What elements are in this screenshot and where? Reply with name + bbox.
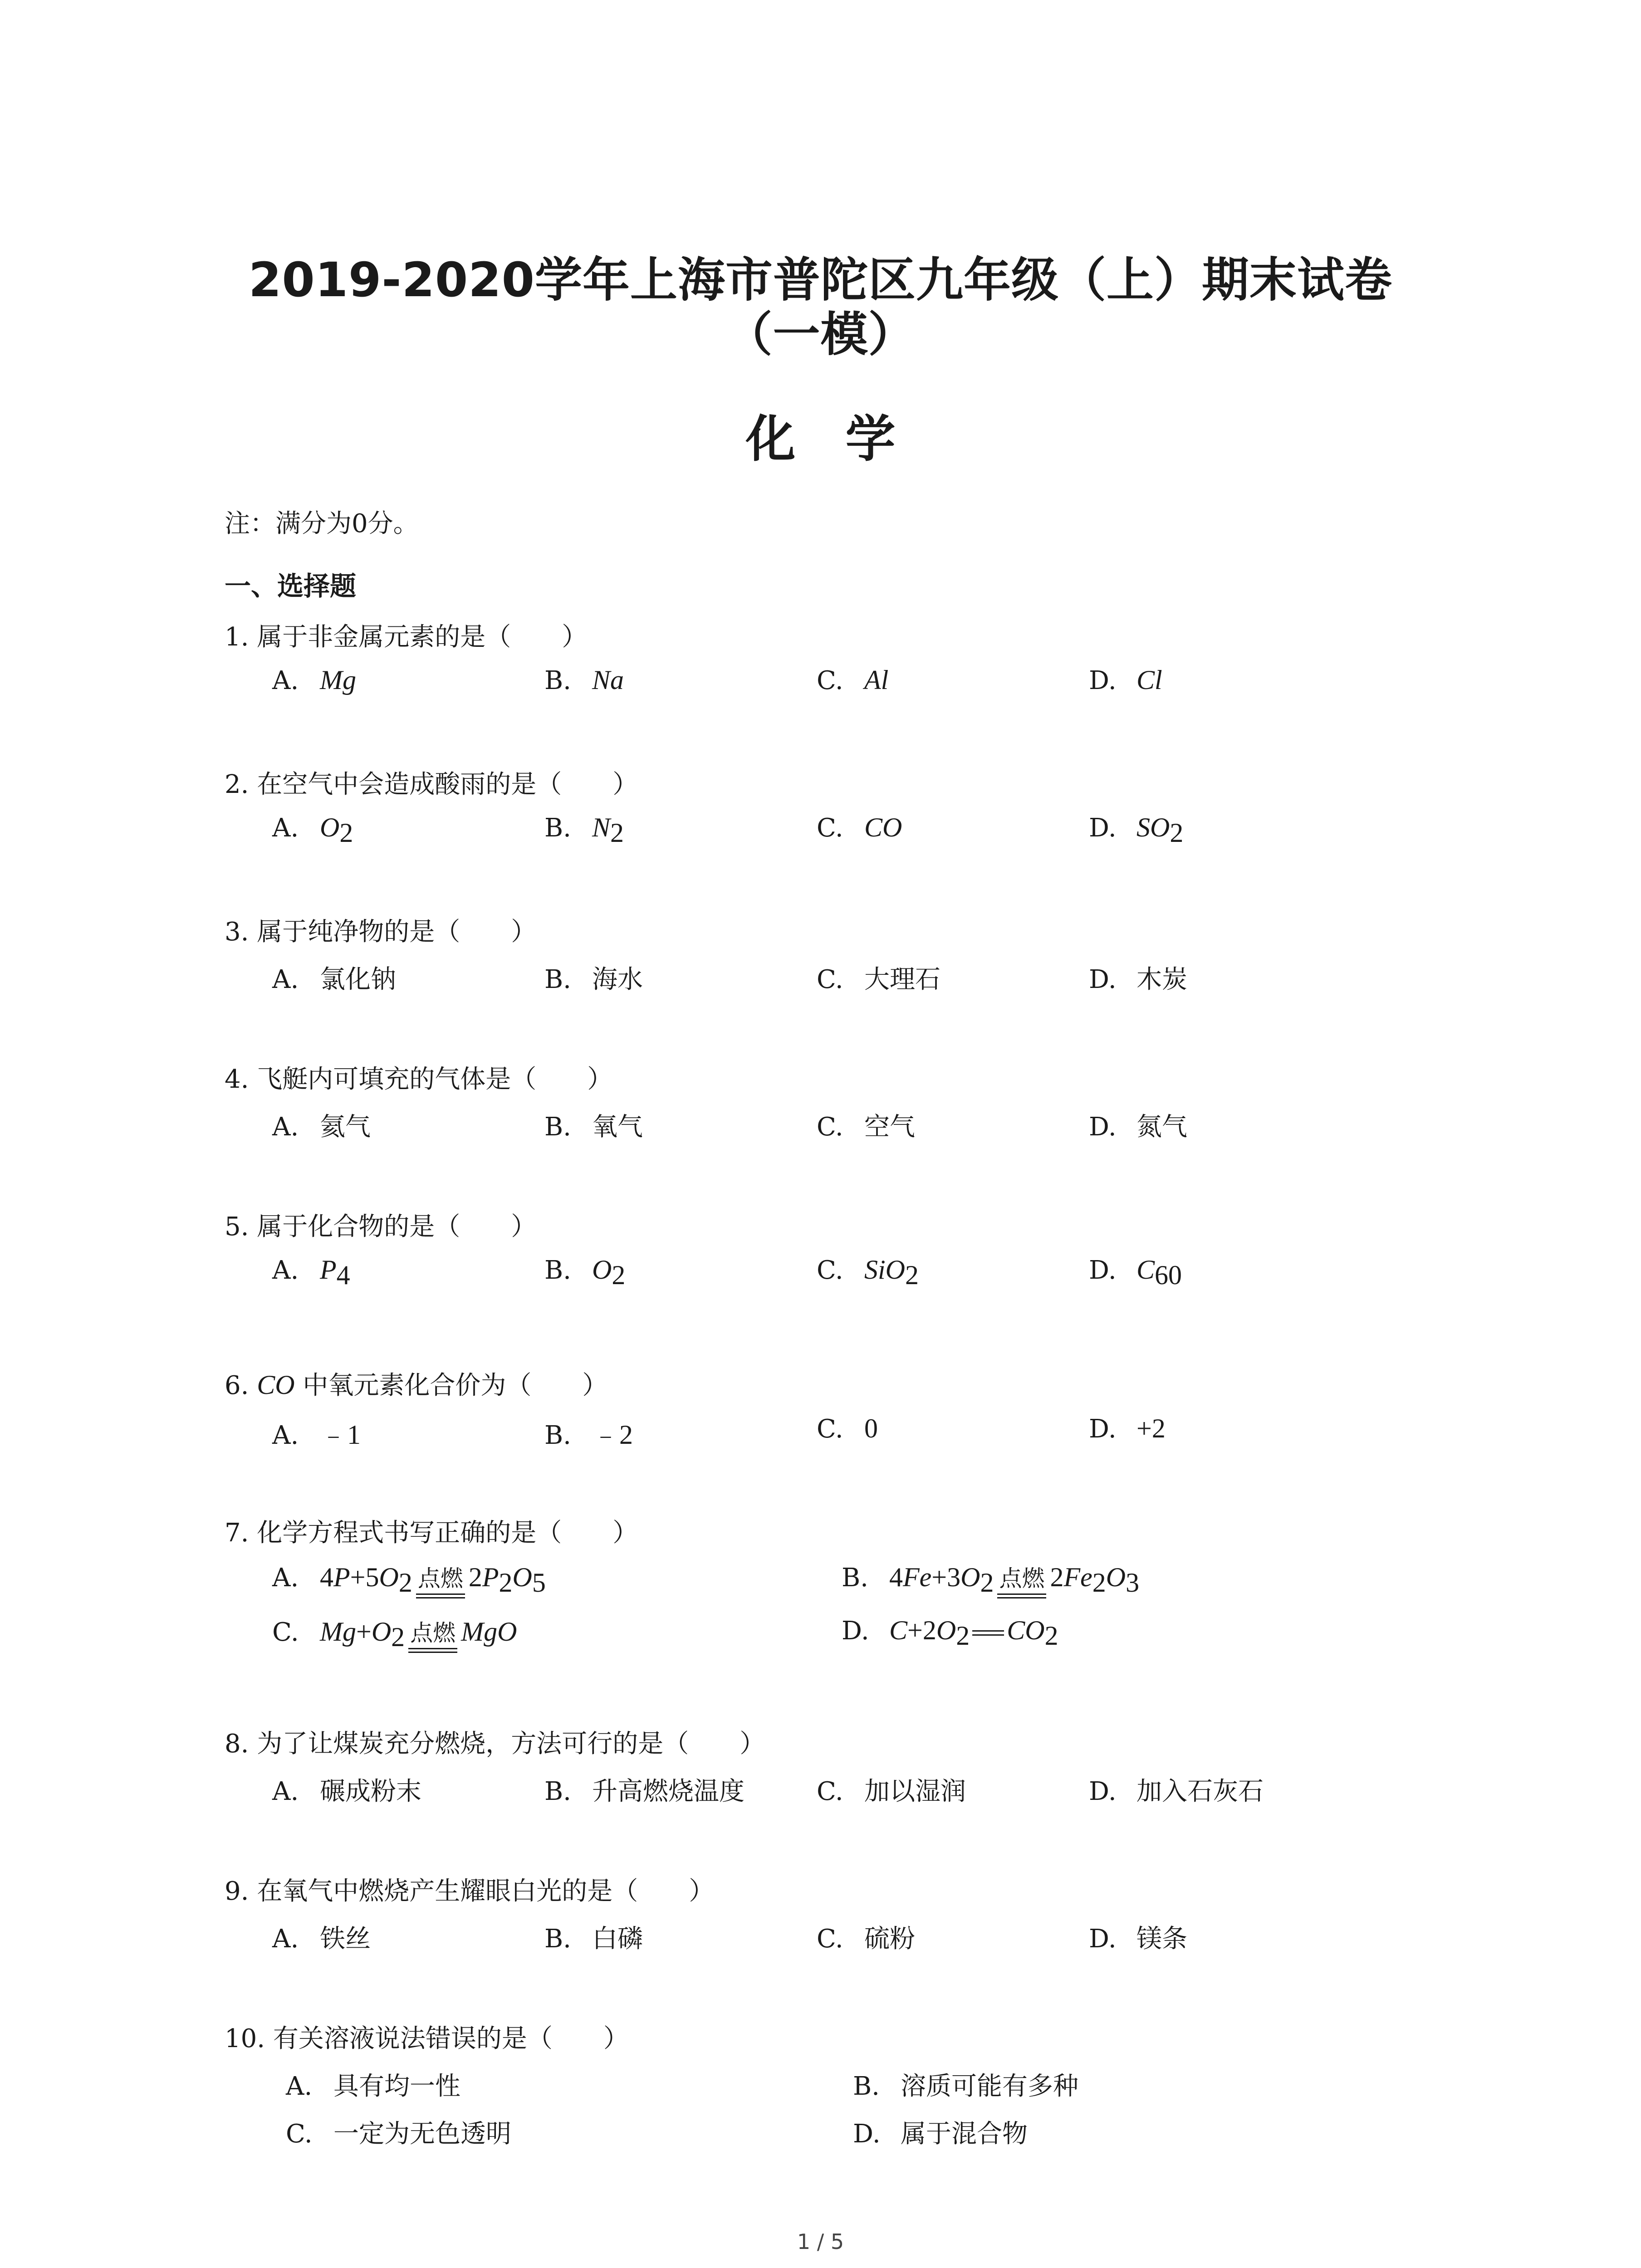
option-5b: B. $O_2$ xyxy=(544,1255,626,1290)
subject-heading: 化学 xyxy=(745,410,945,468)
option-8d: D. 加入石灰石 xyxy=(1089,1777,1264,1806)
option-4b: B. 氧气 xyxy=(544,1112,643,1142)
option-6b: B. ﹣2 xyxy=(544,1420,633,1450)
option-8b: B. 升高燃烧温度 xyxy=(544,1777,745,1806)
option-3b: B. 海水 xyxy=(544,965,643,994)
option-4d: D. 氮气 xyxy=(1089,1112,1187,1142)
equals-sign xyxy=(972,1630,1004,1636)
page-number: 1 / 5 xyxy=(797,2229,844,2254)
option-5c: C. SiO$_2$ xyxy=(817,1255,919,1290)
option-9a: A. 铁丝 xyxy=(272,1924,371,1954)
question-10: 10. 有关溶液说法错误的是（ ） xyxy=(225,2024,629,2053)
option-3d: D. 木炭 xyxy=(1089,965,1187,994)
option-6d: D. +2 xyxy=(1089,1413,1166,1444)
option-5a: A. $P_4$ xyxy=(272,1255,350,1290)
option-7a: A. $4P+5O_2$ 点燃 $2P_2O_5$ xyxy=(272,1560,546,1598)
option-2c: C. CO xyxy=(817,812,902,843)
option-3a: A. 氯化钠 xyxy=(272,965,396,994)
option-4c: C. 空气 xyxy=(817,1112,915,1142)
question-7: 7. 化学方程式书写正确的是（ ） xyxy=(225,1518,638,1548)
question-5: 5. 属于化合物的是（ ） xyxy=(225,1212,537,1242)
option-4a: A. 氦气 xyxy=(272,1112,371,1142)
option-10c: C. 一定为无色透明 xyxy=(286,2119,511,2149)
option-8c: C. 加以湿润 xyxy=(817,1777,966,1806)
option-1c: C. Al xyxy=(817,665,889,695)
question-8: 8. 为了让煤炭充分燃烧，方法可行的是（ ） xyxy=(225,1729,765,1759)
score-note: 注：满分为0分。 xyxy=(225,509,419,538)
option-2b: B. $N_2$ xyxy=(544,812,624,848)
option-1d: D. Cl xyxy=(1089,665,1162,695)
section-heading: 一、选择题 xyxy=(225,571,357,601)
page-title-sub: （一模） xyxy=(725,307,916,362)
question-3: 3. 属于纯净物的是（ ） xyxy=(225,917,537,947)
option-5d: D. $C_{60}$ xyxy=(1089,1255,1182,1290)
option-10b: B. 溶质可能有多种 xyxy=(853,2072,1078,2101)
option-7d: D. $C+2O_2$ $CO_2$ xyxy=(842,1615,1058,1651)
option-8a: A. 碾成粉末 xyxy=(272,1777,421,1806)
option-1a: A. Mg xyxy=(272,665,356,695)
option-2d: D. $SO_2$ xyxy=(1089,812,1184,848)
option-9d: D. 镁条 xyxy=(1089,1924,1187,1954)
question-2: 2. 在空气中会造成酸雨的是（ ） xyxy=(225,770,638,799)
condition-label: 点燃 xyxy=(408,1615,457,1647)
option-7c: C. $Mg+O_2$ 点燃 MgO xyxy=(272,1615,517,1653)
option-6a: A. ﹣1 xyxy=(272,1420,361,1450)
option-7b: B. $4Fe+3O_2$ 点燃 $2Fe_2O_3$ xyxy=(842,1560,1139,1598)
option-10a: A. 具有均一性 xyxy=(286,2072,460,2101)
option-3c: C. 大理石 xyxy=(817,965,941,994)
page-title: 2019-2020学年上海市普陀区九年级（上）期末试卷 xyxy=(248,252,1393,308)
option-6c: C. 0 xyxy=(817,1413,878,1444)
question-9: 9. 在氧气中燃烧产生耀眼白光的是（ ） xyxy=(225,1877,715,1906)
option-10d: D. 属于混合物 xyxy=(853,2119,1028,2149)
option-2a: A. $O_2$ xyxy=(272,812,353,848)
question-6: 6. CO 中氧元素化合价为（ ） xyxy=(225,1370,608,1400)
question-1: 1. 属于非金属元素的是（ ） xyxy=(225,622,588,652)
option-9c: C. 硫粉 xyxy=(817,1924,915,1954)
option-9b: B. 白磷 xyxy=(544,1924,643,1954)
question-4: 4. 飞艇内可填充的气体是（ ） xyxy=(225,1065,613,1094)
condition-label: 点燃 xyxy=(997,1560,1046,1593)
option-1b: B. Na xyxy=(544,665,624,695)
condition-label: 点燃 xyxy=(416,1560,465,1593)
